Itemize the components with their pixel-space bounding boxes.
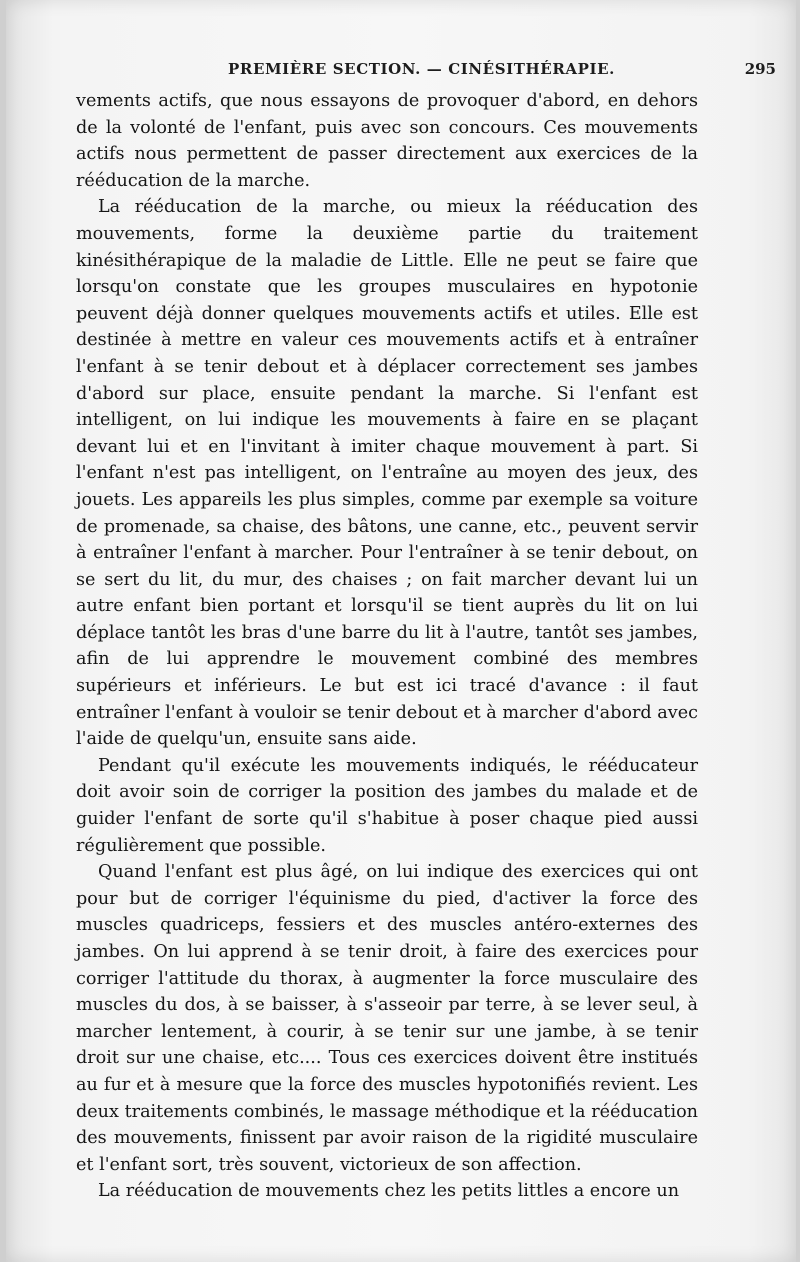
paragraph-5: La rééducation de mouvements chez les petits littles a encore un	[98, 1181, 680, 1202]
paragraph-1: vements actifs, que nous essayons de provoquer d'abord, en dehors de la volonté de l'enfant, puis avec son concours. Ces mouvements actifs nous permettent de passer directement aux exercices de la rééducation de la marche.	[76, 91, 698, 191]
paragraph-2: La rééducation de la marche, ou mieux la rééducation des mouvements, forme la deuxième partie du traitement kinésithérapique de la maladie de Little. Elle ne peut se faire que lorsqu'on constate que les groupes musculaires en hypotonie peuvent déjà donner quelques mouvements actifs et utiles. Elle est destinée à mettre en valeur ces mouvements actifs et à entraîner l'enfant à se tenir debout et à déplacer correctement ses jambes d'abord sur place, ensuite pendant la marche. Si l'enfant est intelligent, on lui indique les mouvements à faire en se plaçant devant lui et en l'invitant à imiter chaque mouvement à part. Si l'enfant n'est pas intelligent, on l'entraîne au moyen des jeux, des jouets. Les appareils les plus simples, comme par exemple sa voiture de promenade, sa chaise, des bâtons, une canne, etc., peuvent servir à entraîner l'enfant à marcher. Pour l'entraîner à se tenir debout, on se sert du lit, du mur, des chaises ; on fait marcher devant lui un autre enfant bien portant et lorsqu'il se tient auprès du lit on lui déplace tantôt les bras d'une barre du lit à l'autre, tantôt ses jambes, afin de lui apprendre le mouvement combiné des membres supérieurs et inférieurs. Le but est ici tracé d'avance : il faut entraîner l'enfant à vouloir se tenir debout et à marcher d'abord avec l'aide de quelqu'un, ensuite sans aide.	[76, 197, 698, 750]
running-title: PREMIÈRE SECTION. — CINÉSITHÉRAPIE.	[228, 60, 615, 78]
page-header	[6, 60, 796, 84]
paragraph-4: Quand l'enfant est plus âgé, on lui indique des exercices qui ont pour but de corriger l'équinisme du pied, d'activer la force des muscles quadriceps, fessiers et des muscles antéro-externes des jambes. On lui apprend à se tenir droit, à faire des exercices pour corriger l'attitude du thorax, à augmenter la force musculaire des muscles du dos, à se baisser, à s'asseoir par terre, à se lever seul, à marcher lentement, à courir, à se tenir sur une jambe, à se tenir droit sur une chaise, etc.... Tous ces exercices doivent être institués au fur et à mesure que la force des muscles hypotonifiés revient. Les deux traitements combinés, le massage méthodique et la rééducation des mouvements, finissent par avoir raison de la rigidité musculaire et l'enfant sort, très souvent, victorieux de son affection.	[76, 862, 698, 1175]
book-page	[6, 0, 796, 1262]
page-number: 295	[744, 60, 776, 78]
body-text	[76, 88, 698, 1205]
paragraph-3: Pendant qu'il exécute les mouvements indiqués, le rééducateur doit avoir soin de corriger la position des jambes du malade et de guider l'enfant de sorte qu'il s'habitue à poser chaque pied aussi régulièrement que possible.	[76, 755, 698, 856]
